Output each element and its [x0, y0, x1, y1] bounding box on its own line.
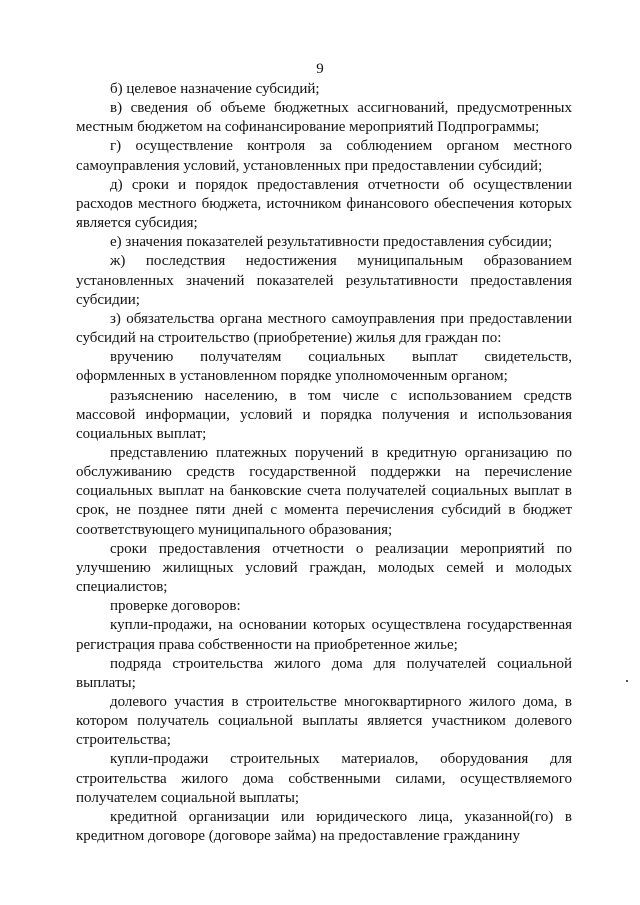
paragraph-z: з) обязательства органа местного самоуправления при предоставлении субсидий на строительство (приобретение) жилья для граждан по: — [76, 310, 572, 347]
paragraph-certificates: вручению получателям социальных выплат свидетельств, оформленных в установленном порядке уполномоченным органом; — [76, 349, 572, 385]
paragraph-purchase-sale: купли-продажи, на основании которых осуществлена государственная регистрация права собственности на приобретенное жилье; — [76, 617, 572, 653]
paragraph-shared-construction: долевого участия в строительстве многоквартирного жилого дома, в котором получатель социальной выплаты является участником долевого строительства; — [76, 694, 572, 749]
paragraph-zh: ж) последствия недостижения муниципальным образованием установленных значений показателей результативности предоставления субсидии; — [76, 253, 572, 308]
paragraph-e: е) значения показателей результативности предоставления субсидии; — [110, 234, 553, 251]
document-body — [76, 80, 572, 846]
paragraph-explanation: разъяснению населению, в том числе с использованием средств массовой информации, условий и порядка получения и использования социальных выплат; — [76, 387, 572, 442]
paragraph-construction-contract: подряда строительства жилого дома для получателей социальной выплаты; — [76, 655, 572, 691]
paragraph-b: б) целевое назначение субсидий; — [110, 81, 320, 97]
paragraph-g: г) осуществление контроля за соблюдением органом местного самоуправления условий, установленных при предоставлении субсидий; — [76, 138, 572, 174]
paragraph-contract-check: проверке договоров: — [110, 598, 241, 615]
paragraph-materials-purchase: купли-продажи строительных материалов, оборудования для строительства жилого дома собственными силами, осуществляемого получателем социальной выплаты; — [76, 751, 572, 806]
paragraph-credit-organization: кредитной организации или юридического лица, указанной(го) в кредитном договоре (договоре займа) на предоставление гражданину — [76, 808, 572, 845]
paragraph-payment-orders: представлению платежных поручений в кредитную организацию по обслуживанию средств государственной поддержки на перечисление социальных выплат на банковские счета получателей социальных выплат в срок, не позднее пяти дней с момента перечисления субсидий в бюджет соответствующего муниципального образования; — [76, 444, 572, 538]
paragraph-d: д) сроки и порядок предоставления отчетности об осуществлении расходов местного бюджета, источником финансового обеспечения которых является субсидия; — [76, 176, 572, 232]
paragraph-reporting-deadlines: сроки предоставления отчетности о реализации мероприятий по улучшению жилищных условий граждан, молодых семей и молодых специалистов; — [76, 540, 572, 596]
paragraph-v: в) сведения об объеме бюджетных ассигнований, предусмотренных местным бюджетом на софинансирование мероприятий Подпрограммы; — [76, 100, 572, 136]
page-number: 9 — [316, 61, 324, 77]
margin-mark — [626, 680, 628, 682]
